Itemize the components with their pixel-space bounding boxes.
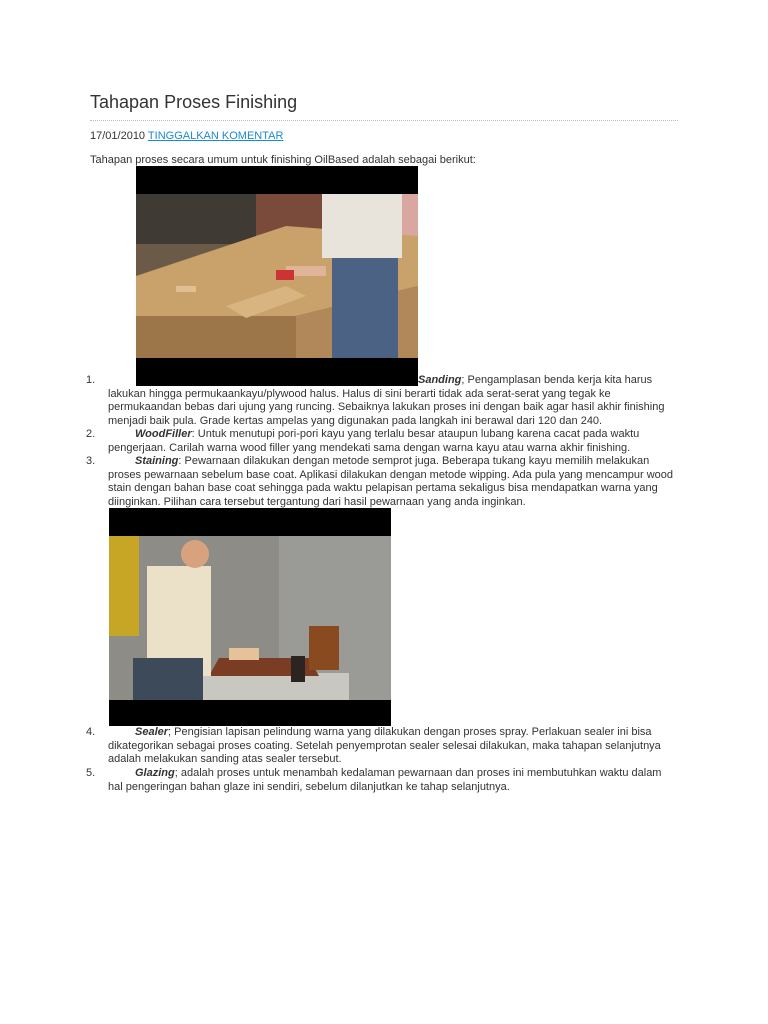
step-number: 3. [86, 455, 96, 467]
step-number: 4. [86, 726, 96, 738]
intro-paragraph: Tahapan proses secara umum untuk finishing OilBased adalah sebagai berikut: [90, 154, 476, 166]
sanding-video-image [136, 166, 418, 386]
staining-video-image [109, 508, 391, 726]
page-title: Tahapan Proses Finishing [90, 92, 298, 112]
step-body [108, 455, 678, 509]
step-number: 2. [86, 428, 96, 440]
step-text: ; Pengamplasan benda kerja kita harus lakukan hingga permukaankayu/plywood halus. Halus di sini berarti tidak ada serat-serat yang tegak ke permukaandan bebas dari ujung yang runcing. Sebaiknya lakukan proses ini dengan baik agar hasil akhir finishing menjadi baik pula. Grade kertas ampelas yang digunakan pada langkah ini berawal dari 120 dan 240. [108, 374, 665, 427]
step-text: : Untuk menutupi pori-pori kayu yang terlalu besar ataupun lubang karena cacat pada waktu pengerjaan. Carilah warna wood filler yang mendekati sama dengan warna kayu atau warna akhir finishing. [108, 428, 640, 454]
step-number: 5. [86, 767, 96, 779]
step-text: ; adalah proses untuk menambah kedalaman pewarnaan dan proses ini membutuhkan waktu dalam hal pengeringan bahan glaze ini sendiri, sebelum dilanjutkan ke tahap selanjutnya. [108, 767, 662, 793]
step-text: : Pewarnaan dilakukan dengan metode semprot juga. Beberapa tukang kayu memilih melakukan proses pewarnaan sebelum base coat. Aplikasi dilakukan dengan metode wipping. Ada pula yang mencampur wood stain dengan bahan base coat sehingga pada waktu pelapisan pertama sekaligus bisa mendapatkan warna yang diinginkan. Pilihan cara tersebut tergantung dari hasil pewarnaan yang anda inginkan. [108, 455, 674, 508]
step-body [108, 767, 678, 794]
title-divider [90, 120, 678, 121]
step-term: Glazing [135, 767, 175, 779]
step-body [108, 428, 678, 455]
staining-scene-illustration [109, 508, 391, 726]
step-term: Staining [135, 455, 179, 467]
post-date: 17/01/2010 [90, 130, 146, 142]
step-text: ; Pengisian lapisan pelindung warna yang dilakukan dengan proses spray. Perlakuan sealer ini bisa dikategorikan sebagai proses coating. Setelah penyemprotan sealer selesai dilakukan, maka tahapan selanjutnya adalah melakukan sanding atas sealer tersebut. [108, 726, 661, 765]
step-body [108, 374, 678, 428]
step-body [108, 726, 678, 767]
step-term: Sealer [135, 726, 169, 738]
step-term: Sanding [418, 374, 462, 386]
post-meta [90, 130, 283, 142]
step-term: WoodFiller [135, 428, 192, 440]
step-number: 1. [86, 374, 96, 386]
sanding-scene-illustration [136, 166, 418, 386]
leave-comment-link[interactable]: TINGGALKAN KOMENTAR [147, 130, 284, 142]
